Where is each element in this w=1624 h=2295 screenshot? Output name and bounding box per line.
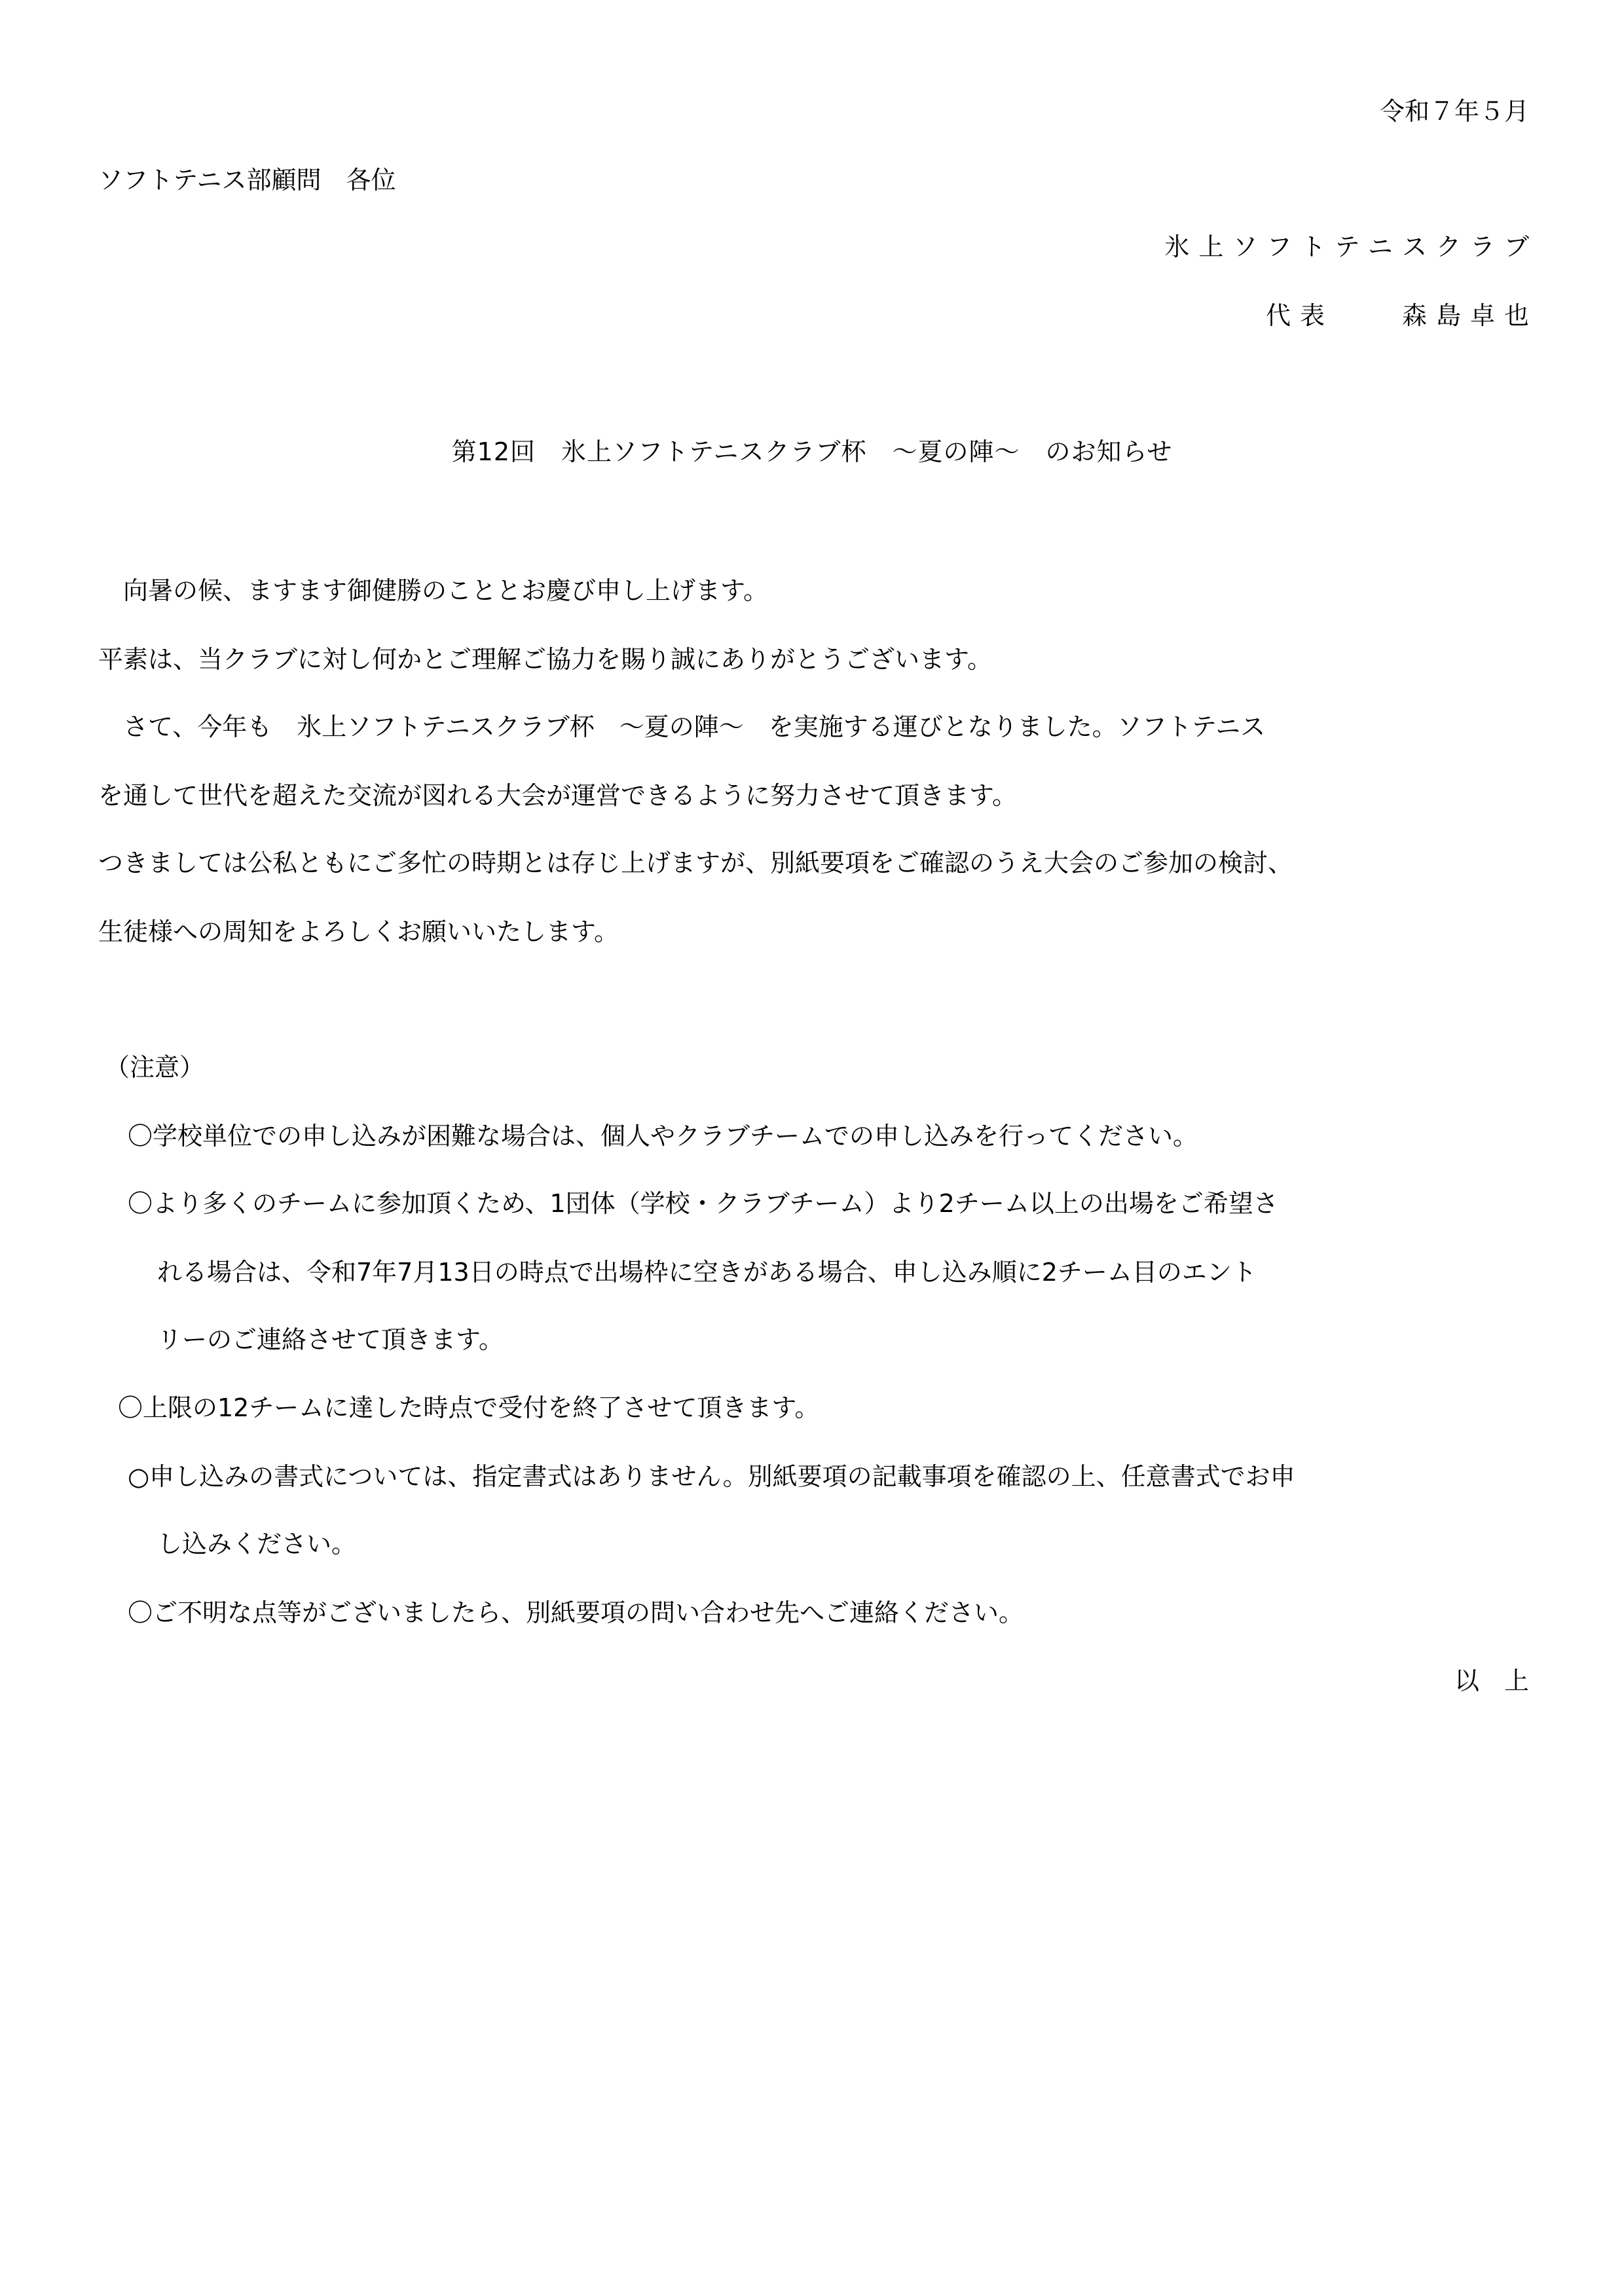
representative-name: 代表 森島卓也 [1265, 301, 1538, 330]
greeting-paragraph: 向暑の候、ますます御健勝のこととお慶び申し上げます。 [98, 576, 768, 605]
notes-heading: （注意） [105, 1053, 205, 1082]
note-item-4-line-2: し込みください。 [157, 1530, 357, 1558]
recipient-line: ソフトテニス部顧問 各位 [98, 166, 396, 194]
thanks-paragraph: 平素は、当クラブに対し何かとご理解ご協力を賜り誠にありがとうございます。 [98, 645, 992, 674]
note-item-2-line-2: れる場合は、令和7年7月13日の時点で出場枠に空きがある場合、申し込み順に2チーム目のエント [157, 1258, 1257, 1287]
announcement-line-1: さて、今年も 氷上ソフトテニスクラブ杯 ～夏の陣～ を実施する運びとなりました。ソフトテニス [98, 712, 1266, 741]
announcement-line-2: を通して世代を超えた交流が図れる大会が運営できるように努力させて頂きます。 [98, 781, 1017, 810]
note-item-1: 〇学校単位での申し込みが困難な場合は、個人やクラブチームでの申し込みを行ってください。 [128, 1122, 1198, 1150]
note-item-2-line-3: リーのご連絡させて頂きます。 [157, 1325, 504, 1354]
document-date: 令和７年５月 [1379, 97, 1529, 126]
request-line-1: つきましては公私ともにご多忙の時期とは存じ上げますが、別紙要項をご確認のうえ大会のご参加の検討、 [98, 849, 1293, 877]
request-line-2: 生徒様への周知をよろしくお願いいたします。 [98, 917, 619, 946]
closing-mark: 以 上 [1454, 1666, 1529, 1695]
note-item-4-line-1: ○申し込みの書式については、指定書式はありません。別紙要項の記載事項を確認の上、任意書式でお申 [128, 1462, 1295, 1491]
note-item-2-line-1: 〇より多くのチームに参加頂くため、1団体（学校・クラブチーム）より2チーム以上の出場をご希望さ [128, 1189, 1278, 1218]
note-item-5: 〇ご不明な点等がございましたら、別紙要項の問い合わせ先へご連絡ください。 [128, 1598, 1024, 1627]
organization-name: 氷上ソフトテニスクラブ [1164, 232, 1538, 261]
document-title: 第12回 氷上ソフトテニスクラブ杯 ～夏の陣～ のお知らせ [451, 437, 1173, 466]
note-item-3: 〇上限の12チームに達した時点で受付を終了させて頂きます。 [118, 1393, 820, 1422]
